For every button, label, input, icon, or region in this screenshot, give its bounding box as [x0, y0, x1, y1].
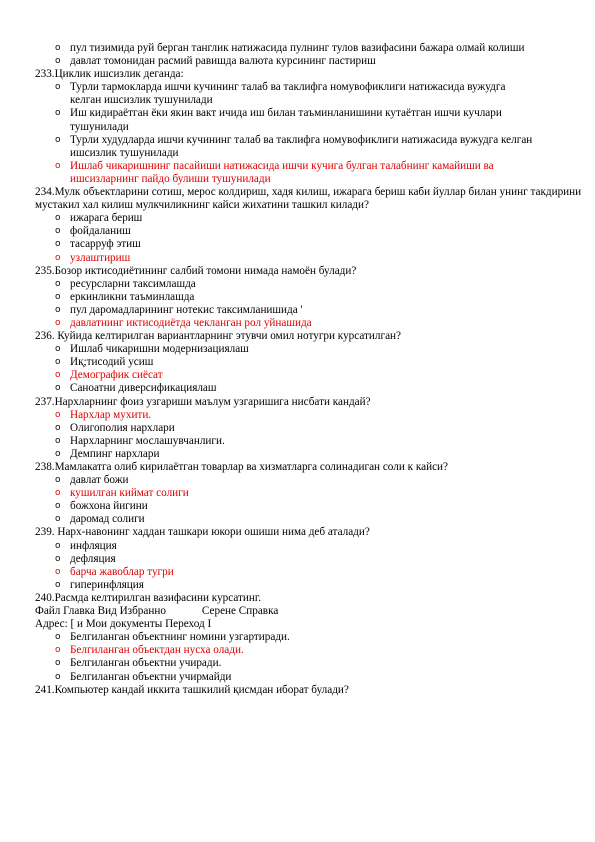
answer-option-correct [0, 369, 595, 382]
option-text: божхона йигини [70, 500, 148, 513]
answer-option [0, 435, 595, 448]
bullet-icon: o [55, 357, 61, 368]
bullet-icon: o [55, 579, 61, 590]
answer-option-correct [0, 644, 595, 657]
question-text: 238.Мамлакатга олиб кирилаётган товарлар ва хизматларга солинадиган соли к кайси? [35, 461, 448, 473]
bullet-icon: o [55, 252, 61, 263]
bullet-icon: o [55, 435, 61, 446]
option-text: Турли тармокларда ишчи кучининг талаб ва таклифга номувофиклиги натижасида вужудга келган ишсизлик тушунилади [70, 81, 506, 107]
option-text: Иқ;тисодий усиш [70, 356, 154, 369]
answer-option [0, 278, 595, 291]
bullet-icon: o [55, 344, 61, 355]
bullet-icon: o [55, 422, 61, 433]
option-text: Турли худудларда ишчи кучининг талаб ва таклифга номувофиклиги натижасида вужудга келган ишсизлик тушунилади [70, 133, 533, 159]
option-text: Нархларнинг мослашувчанлиги. [70, 434, 225, 447]
answer-option [0, 500, 595, 513]
answer-option-correct [0, 160, 595, 186]
option-text: Демпинг нархлари [70, 447, 160, 460]
bullet-icon: o [55, 409, 61, 420]
bullet-icon: o [55, 370, 61, 381]
option-text: даромад солиги [70, 513, 145, 526]
answer-option [0, 474, 595, 487]
bullet-icon: o [55, 108, 61, 119]
answer-option [0, 553, 595, 566]
option-text: барча жавоблар тугри [70, 565, 174, 578]
answer-option [0, 238, 595, 251]
option-text: гиперинфляция [70, 578, 144, 591]
answer-option [0, 579, 595, 592]
question-text: Адрес: [ и Мои документы Переход I [35, 618, 212, 631]
option-text: ресурсларни таксимлашда [70, 277, 196, 290]
bullet-icon: o [55, 475, 61, 486]
option-text: Ишлаб чикаришни модернизациялаш [70, 343, 249, 356]
option-text: ижарага бериш [70, 212, 143, 225]
answer-option-correct [0, 317, 595, 330]
question-text: 241.Компьютер кандай иккита ташкилий қисмдан иборат булади? [35, 683, 349, 696]
answer-option [0, 671, 595, 684]
bullet-icon: o [55, 213, 61, 224]
answer-option-correct [0, 409, 595, 422]
bullet-icon: o [55, 43, 61, 53]
option-text: Демографик сиёсат [70, 369, 163, 382]
option-text: узлаштириш [70, 251, 131, 264]
menu-bar-text [0, 605, 595, 618]
option-text: Белгиланган объектни учирмайди [70, 670, 232, 683]
bullet-icon: o [55, 291, 61, 302]
answer-option [0, 382, 595, 395]
answer-option [0, 212, 595, 225]
bullet-icon: o [55, 540, 61, 551]
answer-option-correct [0, 566, 595, 579]
answer-option [0, 631, 595, 644]
bullet-icon: o [55, 671, 61, 682]
answer-option [0, 657, 595, 670]
option-text: Иш кидираётган ёки якин вакт ичида иш билан таъминланишини кутаётган ишчи кучлари тушунилади [70, 107, 502, 133]
option-text: давлат томонидан расмий равишда валюта курсининг пастириш [70, 55, 376, 68]
question-text: 239. Нарх-навонинг хаддан ташкари юкори ошиши нима деб аталади? [35, 526, 370, 539]
bullet-icon: o [55, 134, 61, 145]
question-text: 233.Циклик ишсизлик деганда: [35, 68, 184, 81]
answer-option-correct [0, 252, 595, 265]
option-text: инфляция [70, 539, 117, 552]
bullet-icon: o [55, 553, 61, 564]
bullet-icon: o [55, 645, 61, 656]
answer-option [0, 513, 595, 526]
bullet-icon: o [55, 658, 61, 669]
option-text: фойдаланиш [70, 225, 131, 238]
bullet-icon: o [55, 317, 61, 328]
bullet-icon: o [55, 304, 61, 315]
answer-option [0, 42, 595, 55]
answer-option [0, 55, 595, 68]
bullet-icon: o [55, 383, 61, 394]
question-text: 237.Нархларнинг фоиз узгариши маълум узгаришига нисбати кандай? [35, 395, 371, 408]
answer-option [0, 448, 595, 461]
answer-option [0, 356, 595, 369]
bullet-icon: o [55, 239, 61, 250]
option-text: еркинликни таъминлашда [70, 290, 195, 303]
document-page [0, 42, 595, 697]
option-text: кушилган киймат солиги [70, 487, 189, 500]
answer-option [0, 343, 595, 356]
bullet-icon: o [55, 501, 61, 512]
answer-option [0, 304, 595, 317]
option-text: Саноатни диверсификациялаш [70, 382, 217, 395]
bullet-icon: o [55, 632, 61, 643]
bullet-icon: o [55, 566, 61, 577]
question-text: 236. Куйида келтирилган вариантларнинг этувчи омил нотугри курсатилган? [35, 330, 402, 343]
option-text: Белгиланган объектнинг номини узгартиради. [70, 631, 290, 644]
option-text: пул даромадларининг нотекис таксимланишида ' [70, 303, 303, 316]
answer-option [0, 225, 595, 238]
option-text: давлатнинг иктисодиётда чекланган рол уйнашида [70, 316, 312, 329]
bullet-icon: o [55, 278, 61, 289]
option-text: Белгиланган объектдан нусха олади. [70, 644, 244, 657]
answer-option-correct [0, 487, 595, 500]
question-text: 240.Расмда келтирилган вазифасини курсатинг. [35, 591, 262, 604]
answer-option [0, 291, 595, 304]
option-text: Олигополия нархлари [70, 421, 175, 434]
answer-option [0, 134, 595, 160]
bullet-icon: o [55, 488, 61, 499]
option-text: давлат божи [70, 474, 129, 487]
menu-text: Файл Главка Вид Избранно [35, 605, 166, 618]
answer-option [0, 540, 595, 553]
option-text: тасарруф этиш [70, 238, 141, 251]
bullet-icon: o [55, 226, 61, 237]
bullet-icon: o [55, 448, 61, 459]
answer-option [0, 422, 595, 435]
answer-option [0, 107, 595, 133]
option-text: Нархлар мухити. [70, 408, 152, 421]
option-text: Ишлаб чикаришнинг пасайиши натижасида ишчи кучига булган талабнинг камайиши ва ишсизларнинг пайдо булиши тушунилади [70, 159, 494, 185]
bullet-icon: o [55, 56, 61, 67]
bullet-icon: o [55, 82, 61, 93]
option-text: пул тизимида руй берган танглик натижасида пулнинг тулов вазифасини бажара олмай колиши [70, 42, 525, 54]
option-text: дефляция [70, 552, 116, 565]
question-text: 235.Бозор иктисодиётининг салбий томони нимада намоён булади? [35, 264, 357, 277]
question-text: 234.Мулк объектларини сотиш, мерос колдириш, хадя килиш, ижарага бериш каби йуллар билан унинг такдирини мустакил хал килиш мулкчиликнинг кайси жихатини ташкил килади? [35, 186, 582, 212]
bullet-icon: o [55, 160, 61, 171]
bullet-icon: o [55, 514, 61, 525]
option-text: Белгиланган объектни учиради. [70, 657, 222, 670]
menu-text: Серене Справка [201, 605, 279, 618]
answer-option [0, 81, 595, 107]
